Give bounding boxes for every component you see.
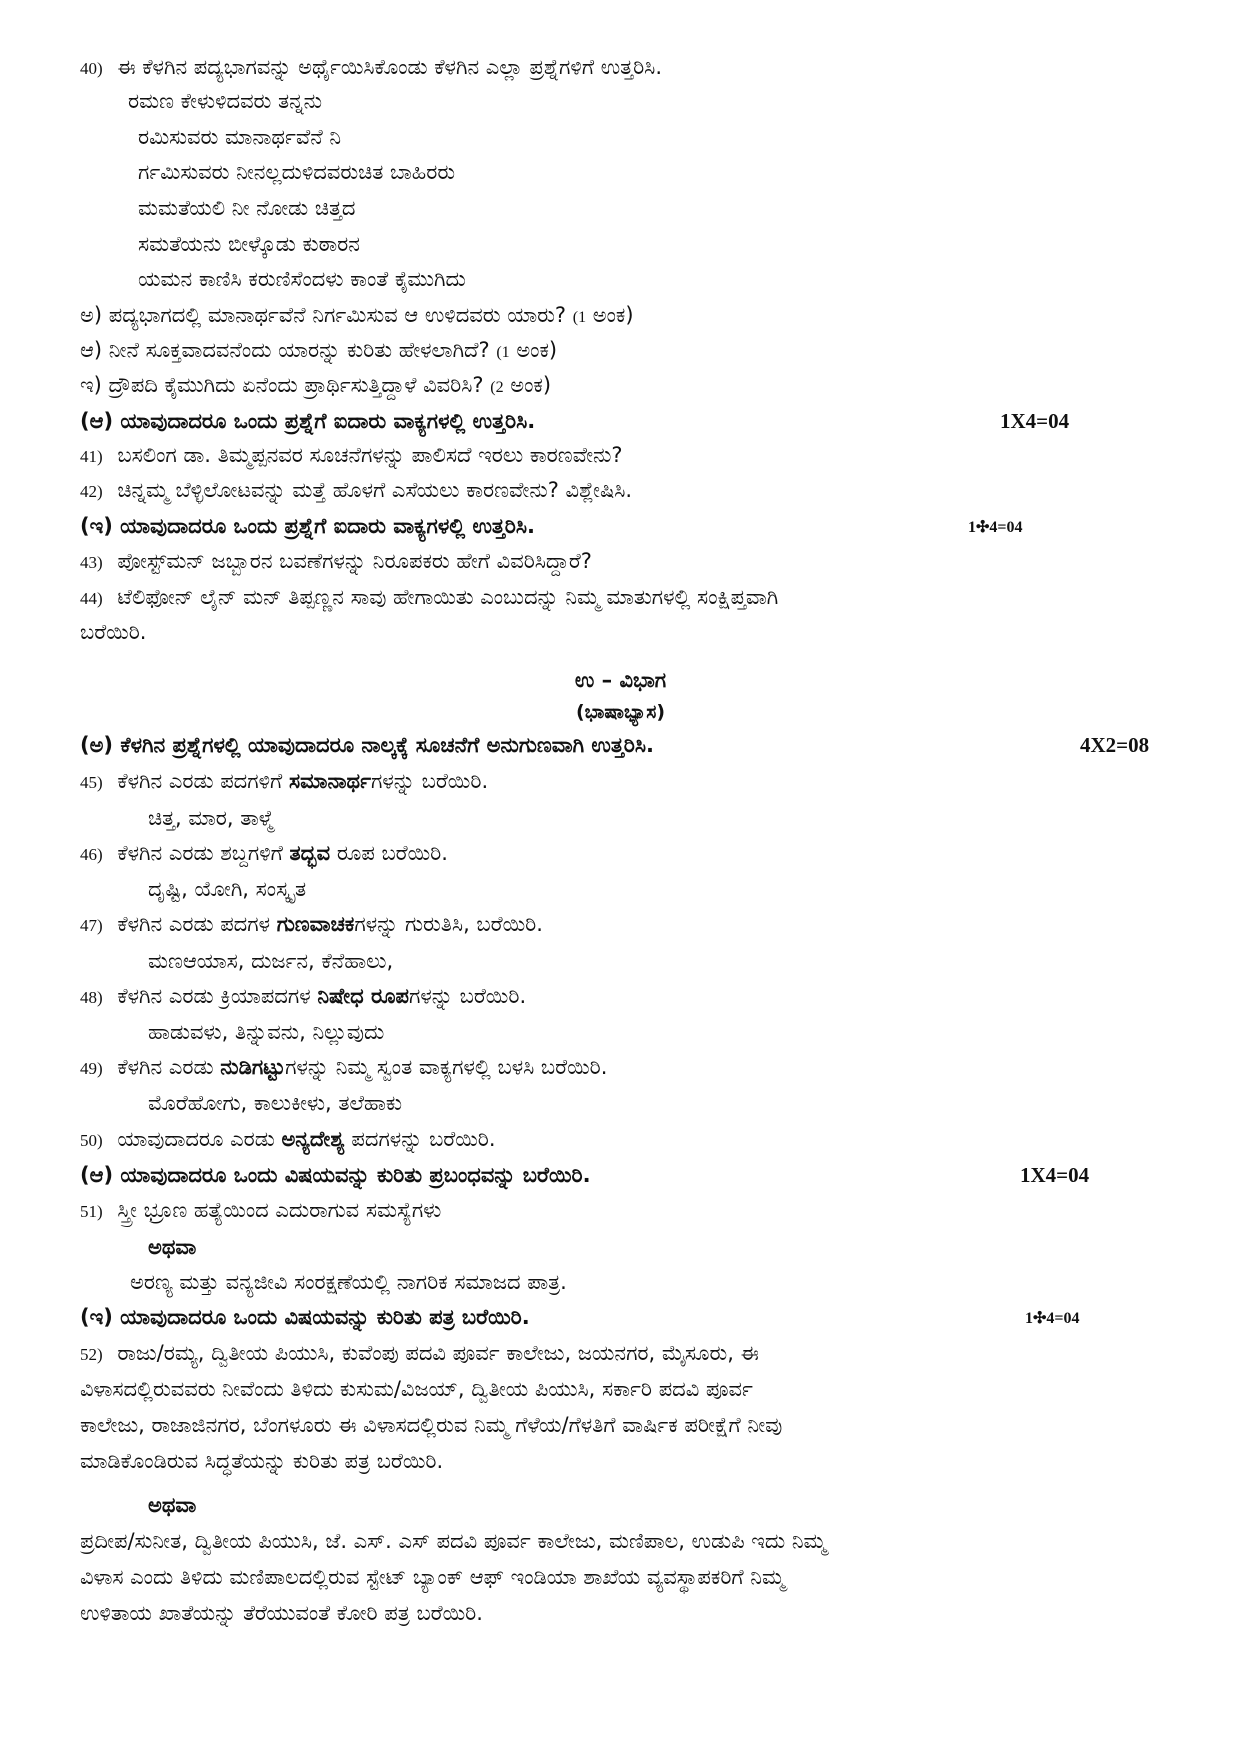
question-number: 42) <box>80 482 103 501</box>
poem-line: ರ್ಗಮಿಸುವರು ನೀನಲ್ಲದುಳಿದವರುಚಿತ ಬಾಹಿರರು <box>138 160 456 184</box>
question-number: 48) <box>80 988 103 1007</box>
question-text-continued: ಬರೆಯಿರಿ. <box>80 620 147 644</box>
question-text-end: ಗಳನ್ನು ಬರೆಯಿರಿ. <box>371 769 489 793</box>
question-number: 45) <box>80 773 103 792</box>
question-keyword: ನಿಷೇಧ ರೂಪ <box>317 984 410 1008</box>
question-text-continued: ವಿಳಾಸದಲ್ಲಿರುವವರು ನೀವೆಂದು ತಿಳಿದು ಕುಸುಮ/ವಿಜಯ್, ದ್ವಿತೀಯ ಪಿಯುಸಿ, ಸರ್ಕಾರಿ ಪದವಿ ಪೂರ್ವ <box>80 1377 753 1401</box>
question-42 <box>80 475 1241 505</box>
question-text: ರಾಜು/ರಮ್ಯ, ದ್ವಿತೀಯ ಪಿಯುಸಿ, ಕುವೆಂಪು ಪದವಿ ಪೂರ್ವ ಕಾಲೇಜು, ಜಯನಗರ, ಮೈಸೂರು, ಈ <box>117 1341 759 1365</box>
poem-line: ರಮಿಸುವರು ಮಾನಾರ್ಥವೆನೆ ನಿ <box>138 125 342 149</box>
alternative-letter: ವಿಳಾಸ ಎಂದು ತಿಳಿದು ಮಣಿಪಾಲದಲ್ಲಿರುವ ಸ್ಟೇಟ್ ಬ್ಯಾಂಕ್ ಆಫ್ ಇಂಡಿಯಾ ಶಾಖೆಯ ವ್ಯವಸ್ಥಾಪಕರಿಗೆ ನಿಮ್ಮ <box>80 1565 785 1589</box>
or-label: ಅಥವಾ <box>148 1235 197 1259</box>
poem-line: ಮಮತೆಯಲಿ ನೀ ನೋಡು ಚಿತ್ತದ <box>138 196 356 220</box>
question-51 <box>80 1195 1241 1225</box>
sub-question-label: ಇ) <box>80 373 102 397</box>
question-47 <box>80 909 1241 939</box>
question-keyword: ನುಡಿಗಟ್ಟು <box>220 1055 286 1079</box>
question-text: ಕೆಳಗಿನ ಎರಡು ಕ್ರಿಯಾಪದಗಳ <box>117 984 311 1008</box>
question-number: 49) <box>80 1059 103 1078</box>
question-text-continued: ಕಾಲೇಜು, ರಾಜಾಜಿನಗರ, ಬೆಂಗಳೂರು ಈ ವಿಳಾಸದಲ್ಲಿರುವ ನಿಮ್ಮ ಗೆಳೆಯ/ಗೆಳತಿಗೆ ವಾರ್ಷಿಕ ಪರೀಕ್ಷೆಗೆ ನೀವು <box>80 1413 783 1437</box>
alternative-letter: ಪ್ರದೀಪ/ಸುನೀತ, ದ್ವಿತೀಯ ಪಿಯುಸಿ, ಜೆ. ಎಸ್. ಎಸ್ ಪದವಿ ಪೂರ್ವ ಕಾಲೇಜು, ಮಣಿಪಾಲ, ಉಡುಪಿ ಇದು ನಿಮ್ಮ <box>80 1529 827 1553</box>
question-keyword: ಸಮಾನಾರ್ಥ <box>288 769 372 793</box>
section-heading-text: (ಇ) ಯಾವುದಾದರೂ ಒಂದು ಪ್ರಶ್ನೆಗೆ ಐದಾರು ವಾಕ್ಯಗಳಲ್ಲಿ ಉತ್ತರಿಸಿ. <box>80 514 536 538</box>
question-text-end: ಪದಗಳನ್ನು ಬರೆಯಿರಿ. <box>351 1127 496 1151</box>
question-text-end: ಗಳನ್ನು ಬರೆಯಿರಿ. <box>409 984 527 1008</box>
question-50 <box>80 1124 1241 1154</box>
poem-line: ರಮಣ ಕೇಳುಳಿದವರು ತನ್ನನು <box>128 89 323 113</box>
question-number: 52) <box>80 1345 103 1364</box>
question-48 <box>80 981 1241 1011</box>
question-text: ಟೆಲಿಫೋನ್ ಲೈನ್ ಮನ್ ತಿಪ್ಪಣ್ಣನ ಸಾವು ಹೇಗಾಯಿತು ಎಂಬುದನ್ನು ನಿಮ್ಮ ಮಾತುಗಳಲ್ಲಿ ಸಂಕ್ಷಿಪ್ತವಾಗಿ <box>117 585 779 609</box>
or-label: ಅಥವಾ <box>148 1493 197 1517</box>
section-heading-text: (ಇ) ಯಾವುದಾದರೂ ಒಂದು ವಿಷಯವನ್ನು ಕುರಿತು ಪತ್ರ ಬರೆಯಿರಿ. <box>80 1305 530 1329</box>
section-heading <box>80 1160 1241 1190</box>
question-number: 47) <box>80 916 103 935</box>
word-list: ಮಣಆಯಾಸ, ದುರ್ಜನ, ಕೆನೆಹಾಲು, <box>148 949 394 973</box>
sub-question-text: ನೀನೆ ಸೂಕ್ತವಾದವನೆಂದು ಯಾರನ್ನು ಕುರಿತು ಹೇಳಲಾಗಿದೆ? <box>108 338 490 362</box>
question-number: 50) <box>80 1131 103 1150</box>
alternative-topic: ಅರಣ್ಯ ಮತ್ತು ವನ್ಯಜೀವಿ ಸಂರಕ್ಷಣೆಯಲ್ಲಿ ನಾಗರಿಕ ಸಮಾಜದ ಪಾತ್ರ. <box>130 1270 567 1294</box>
question-number: 51) <box>80 1202 103 1221</box>
marks: (1 <box>496 344 510 361</box>
sub-question-label: ಆ) <box>80 338 103 362</box>
section-heading-text: (ಆ) ಯಾವುದಾದರೂ ಒಂದು ವಿಷಯವನ್ನು ಕುರಿತು ಪ್ರಬಂಧವನ್ನು ಬರೆಯಿರಿ. <box>80 1163 591 1187</box>
section-marks: 4X2=08 <box>1080 733 1150 757</box>
word-list: ಹಾಡುವಳು, ತಿನ್ನುವನು, ನಿಲ್ಲುವುದು <box>148 1020 385 1044</box>
question-text: ಕೆಳಗಿನ ಎರಡು ಶಬ್ದಗಳಿಗೆ <box>117 841 283 865</box>
question-number: 43) <box>80 553 103 572</box>
question-44 <box>80 582 1241 612</box>
section-heading-text: (ಆ) ಯಾವುದಾದರೂ ಒಂದು ಪ್ರಶ್ನೆಗೆ ಐದಾರು ವಾಕ್ಯಗಳಲ್ಲಿ ಉತ್ತರಿಸಿ. <box>80 409 536 433</box>
marks-word: ಅಂಕ) <box>592 303 634 327</box>
question-text-end: ರೂಪ ಬರೆಯಿರಿ. <box>336 841 448 865</box>
question-52 <box>80 1338 1241 1368</box>
alternative-letter: ಉಳಿತಾಯ ಖಾತೆಯನ್ನು ತೆರೆಯುವಂತೆ ಕೋರಿ ಪತ್ರ ಬರೆಯಿರಿ. <box>80 1601 483 1625</box>
section-heading <box>80 406 1241 436</box>
question-number: 41) <box>80 447 103 466</box>
marks-word: ಅಂಕ) <box>516 338 558 362</box>
question-text-end: ಗಳನ್ನು ನಿಮ್ಮ ಸ್ವಂತ ವಾಕ್ಯಗಳಲ್ಲಿ ಬಳಸಿ ಬರೆಯಿರಿ. <box>285 1055 608 1079</box>
question-text-end: ಗಳನ್ನು ಗುರುತಿಸಿ, ಬರೆಯಿರಿ. <box>354 912 543 936</box>
sub-question <box>80 335 1241 365</box>
question-number: 40) <box>80 59 103 78</box>
section-marks: 1X4=04 <box>1020 1163 1090 1187</box>
question-46 <box>80 838 1241 868</box>
question-text: ಬಸಲಿಂಗ ಡಾ. ತಿಮ್ಮಪ್ಪನವರ ಸೂಚನೆಗಳನ್ನು ಪಾಲಿಸದೆ ಇರಲು ಕಾರಣವೇನು? <box>117 443 623 467</box>
question-keyword: ತದ್ಭವ <box>289 841 331 865</box>
word-list: ಮೊರೆಹೋಗು, ಕಾಲುಕೀಳು, ತಲೆಹಾಕು <box>148 1091 403 1115</box>
sub-question-text: ದ್ರೌಪದಿ ಕೈಮುಗಿದು ಏನೆಂದು ಪ್ರಾರ್ಥಿಸುತ್ತಿದ್ದಾಳೆ ವಿವರಿಸಿ? <box>108 373 484 397</box>
sub-question <box>80 300 1241 330</box>
marks-word: ಅಂಕ) <box>510 373 552 397</box>
question-text: ಈ ಕೆಳಗಿನ ಪದ್ಯಭಾಗವನ್ನು ಅರ್ಥೈಯಿಸಿಕೊಂಡು ಕೆಳಗಿನ ಎಲ್ಲಾ ಪ್ರಶ್ನೆಗಳಿಗೆ ಉತ್ತರಿಸಿ. <box>117 55 662 79</box>
marks: (2 <box>490 379 504 396</box>
word-list: ದೃಷ್ಟಿ, ಯೋಗಿ, ಸಂಸ್ಕೃತ <box>148 877 307 901</box>
question-text: ಕೆಳಗಿನ ಎರಡು <box>117 1055 214 1079</box>
question-number: 44) <box>80 589 103 608</box>
question-keyword: ಗುಣವಾಚಕ <box>276 912 355 936</box>
marks: (1 <box>572 309 587 326</box>
question-text: ಸ್ತ್ರೀ ಭ್ರೂಣ ಹತ್ಯೆಯಿಂದ ಎದುರಾಗುವ ಸಮಸ್ಯೆಗಳು <box>117 1198 442 1222</box>
section-marks: 1✣4=04 <box>1025 1310 1080 1327</box>
question-number: 46) <box>80 845 103 864</box>
question-40 <box>80 52 1241 82</box>
question-text: ಯಾವುದಾದರೂ ಎರಡು <box>117 1127 275 1151</box>
question-49 <box>80 1052 1241 1082</box>
question-text: ಪೋಸ್ಟ್‌ಮನ್ ಜಬ್ಬಾರನ ಬವಣೆಗಳನ್ನು ನಿರೂಪಕರು ಹೇಗೆ ವಿವರಿಸಿದ್ದಾರೆ? <box>117 549 592 573</box>
section-heading-text: (ಅ) ಕೆಳಗಿನ ಪ್ರಶ್ನೆಗಳಲ್ಲಿ ಯಾವುದಾದರೂ ನಾಲ್ಕಕ್ಕೆ ಸೂಚನೆಗೆ ಅನುಗುಣವಾಗಿ ಉತ್ತರಿಸಿ. <box>80 733 655 757</box>
question-text-continued: ಮಾಡಿಕೊಂಡಿರುವ ಸಿದ್ಧತೆಯನ್ನು ಕುರಿತು ಪತ್ರ ಬರೆಯಿರಿ. <box>80 1449 444 1473</box>
section-heading <box>80 511 1241 541</box>
section-heading <box>80 1302 1241 1332</box>
sub-question-label: ಅ) <box>80 303 103 327</box>
question-text: ಚಿನ್ನಮ್ಮ ಬೆಳ್ಳಿಲೋಟವನ್ನು ಮತ್ತೆ ಹೊಳಗೆ ಎಸೆಯಲು ಕಾರಣವೇನು? ವಿಶ್ಲೇಷಿಸಿ. <box>117 478 633 502</box>
poem-line: ಯಮನ ಕಾಣಿಸಿ ಕರುಣಿಸೆಂದಳು ಕಾಂತೆ ಕೈಮುಗಿದು <box>138 267 466 291</box>
question-text: ಕೆಳಗಿನ ಎರಡು ಪದಗಳ <box>117 912 271 936</box>
question-keyword: ಅನ್ಯದೇಶ್ಯ <box>281 1127 345 1151</box>
poem-line: ಸಮತೆಯನು ಬೀಳ್ಕೊಡು ಕುಠಾರನ <box>138 232 360 256</box>
section-marks: 1✣4=04 <box>968 519 1023 536</box>
question-41 <box>80 440 1241 470</box>
question-45 <box>80 766 1241 796</box>
section-heading <box>80 730 1241 760</box>
part-subtitle: (ಭಾಷಾಭ್ಯಾಸ) <box>575 701 666 723</box>
sub-question <box>80 370 1241 400</box>
word-list: ಚಿತ್ತ, ಮಾರ, ತಾಳ್ಮೆ <box>148 806 274 830</box>
question-text: ಕೆಳಗಿನ ಎರಡು ಪದಗಳಿಗೆ <box>117 769 283 793</box>
part-title: ಉ – ವಿಭಾಗ <box>574 668 667 692</box>
sub-question-text: ಪದ್ಯಭಾಗದಲ್ಲಿ ಮಾನಾರ್ಥವೆನೆ ನಿರ್ಗಮಿಸುವ ಆ ಉಳಿದವರು ಯಾರು? <box>108 303 567 327</box>
question-43 <box>80 546 1241 576</box>
section-marks: 1X4=04 <box>1000 409 1070 433</box>
